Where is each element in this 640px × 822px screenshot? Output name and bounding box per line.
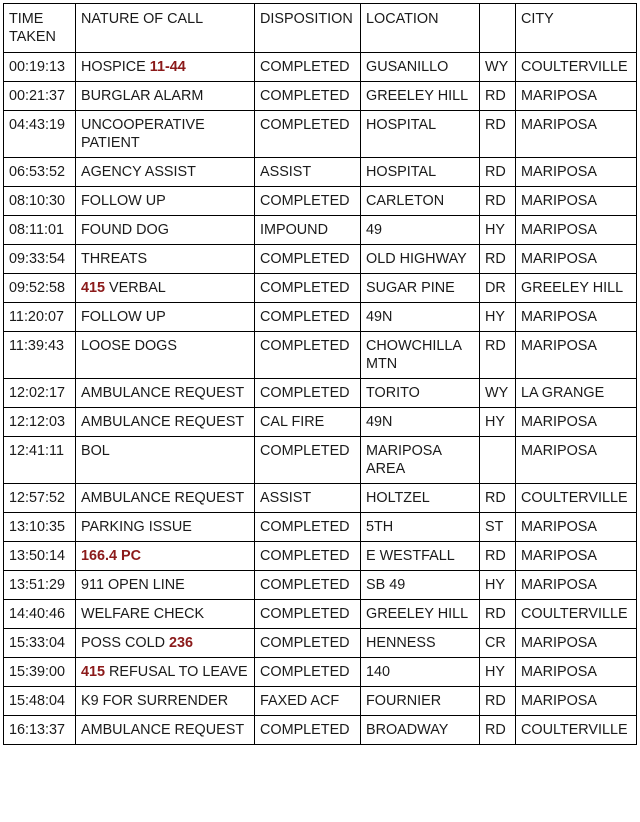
table-row — [4, 408, 637, 437]
location-cell: OLD HIGHWAY — [361, 245, 480, 274]
disposition-cell: CAL FIRE — [255, 408, 361, 437]
street-type-cell: RD — [480, 158, 516, 187]
street-type-cell: HY — [480, 216, 516, 245]
nature-text: LOOSE DOGS — [81, 338, 177, 354]
nature-cell — [76, 82, 255, 111]
penal-code: 166.4 PC — [81, 548, 142, 564]
city-cell: MARIPOSA — [516, 408, 637, 437]
time-cell: 12:41:11 — [4, 437, 76, 484]
street-type-cell: RD — [480, 332, 516, 379]
time-cell: 06:53:52 — [4, 158, 76, 187]
city-cell: GREELEY HILL — [516, 274, 637, 303]
city-cell: MARIPOSA — [516, 687, 637, 716]
time-cell: 13:51:29 — [4, 571, 76, 600]
location-cell: MARIPOSA AREA — [361, 437, 480, 484]
nature-cell — [76, 542, 255, 571]
time-cell: 11:39:43 — [4, 332, 76, 379]
disposition-cell: COMPLETED — [255, 513, 361, 542]
time-cell: 08:10:30 — [4, 187, 76, 216]
table-row — [4, 158, 637, 187]
street-type-cell: RD — [480, 484, 516, 513]
nature-text: UNCOOPERATIVE PATIENT — [81, 117, 205, 151]
nature-cell — [76, 332, 255, 379]
street-type-cell: RD — [480, 716, 516, 745]
nature-text: AMBULANCE REQUEST — [81, 722, 245, 738]
table-row — [4, 274, 637, 303]
nature-cell — [76, 484, 255, 513]
city-cell: COULTERVILLE — [516, 484, 637, 513]
street-type-cell: WY — [480, 379, 516, 408]
city-cell: MARIPOSA — [516, 82, 637, 111]
street-type-cell: RD — [480, 542, 516, 571]
disposition-cell: COMPLETED — [255, 629, 361, 658]
nature-cell — [76, 216, 255, 245]
disposition-cell: COMPLETED — [255, 332, 361, 379]
nature-cell — [76, 111, 255, 158]
disposition-cell: COMPLETED — [255, 437, 361, 484]
city-cell: MARIPOSA — [516, 111, 637, 158]
time-cell: 13:50:14 — [4, 542, 76, 571]
nature-cell — [76, 513, 255, 542]
header-time-taken: TIME TAKEN — [4, 4, 76, 53]
street-type-cell: RD — [480, 187, 516, 216]
disposition-cell: COMPLETED — [255, 379, 361, 408]
street-type-cell: CR — [480, 629, 516, 658]
time-cell: 09:33:54 — [4, 245, 76, 274]
table-row — [4, 82, 637, 111]
nature-text-suffix: REFUSAL TO LEAVE — [105, 664, 248, 680]
nature-cell — [76, 158, 255, 187]
nature-cell — [76, 600, 255, 629]
time-cell: 12:12:03 — [4, 408, 76, 437]
nature-text: AMBULANCE REQUEST — [81, 490, 245, 506]
disposition-cell: COMPLETED — [255, 82, 361, 111]
street-type-cell: RD — [480, 600, 516, 629]
street-type-cell: RD — [480, 111, 516, 158]
nature-text: AMBULANCE REQUEST — [81, 414, 245, 430]
location-cell: 49 — [361, 216, 480, 245]
nature-cell — [76, 658, 255, 687]
city-cell: MARIPOSA — [516, 513, 637, 542]
time-cell: 13:10:35 — [4, 513, 76, 542]
street-type-cell: HY — [480, 408, 516, 437]
location-cell: FOURNIER — [361, 687, 480, 716]
location-cell: 140 — [361, 658, 480, 687]
time-cell: 00:19:13 — [4, 53, 76, 82]
nature-text: WELFARE CHECK — [81, 606, 205, 622]
location-cell: HOLTZEL — [361, 484, 480, 513]
city-cell: MARIPOSA — [516, 332, 637, 379]
time-cell: 16:13:37 — [4, 716, 76, 745]
call-log-body — [4, 53, 637, 745]
call-log-table — [3, 3, 637, 745]
disposition-cell: COMPLETED — [255, 658, 361, 687]
city-cell: COULTERVILLE — [516, 716, 637, 745]
table-row — [4, 629, 637, 658]
location-cell: HOSPITAL — [361, 111, 480, 158]
street-type-cell — [480, 437, 516, 484]
location-cell: E WESTFALL — [361, 542, 480, 571]
street-type-cell: RD — [480, 82, 516, 111]
table-row — [4, 571, 637, 600]
nature-text: FOUND DOG — [81, 222, 169, 238]
table-row — [4, 111, 637, 158]
time-cell: 09:52:58 — [4, 274, 76, 303]
city-cell: COULTERVILLE — [516, 53, 637, 82]
disposition-cell: COMPLETED — [255, 53, 361, 82]
table-row — [4, 53, 637, 82]
disposition-cell: COMPLETED — [255, 716, 361, 745]
nature-text: POSS COLD — [81, 635, 169, 651]
city-cell: MARIPOSA — [516, 303, 637, 332]
table-row — [4, 216, 637, 245]
penal-code: 11-44 — [149, 59, 186, 75]
location-cell: BROADWAY — [361, 716, 480, 745]
disposition-cell: COMPLETED — [255, 303, 361, 332]
nature-cell — [76, 629, 255, 658]
time-cell: 15:39:00 — [4, 658, 76, 687]
table-row — [4, 687, 637, 716]
location-cell: CARLETON — [361, 187, 480, 216]
street-type-cell: WY — [480, 53, 516, 82]
time-cell: 14:40:46 — [4, 600, 76, 629]
nature-cell — [76, 379, 255, 408]
time-cell: 11:20:07 — [4, 303, 76, 332]
time-cell: 04:43:19 — [4, 111, 76, 158]
disposition-cell: COMPLETED — [255, 111, 361, 158]
city-cell: MARIPOSA — [516, 187, 637, 216]
nature-text: FOLLOW UP — [81, 193, 166, 209]
table-row — [4, 716, 637, 745]
disposition-cell: ASSIST — [255, 158, 361, 187]
table-row — [4, 600, 637, 629]
street-type-cell: HY — [480, 571, 516, 600]
nature-text: FOLLOW UP — [81, 309, 166, 325]
penal-code: 236 — [168, 635, 193, 651]
location-cell: CHOWCHILLA MTN — [361, 332, 480, 379]
table-row — [4, 379, 637, 408]
nature-text-suffix: VERBAL — [105, 280, 166, 296]
location-cell: GREELEY HILL — [361, 600, 480, 629]
disposition-cell: COMPLETED — [255, 245, 361, 274]
nature-cell — [76, 53, 255, 82]
nature-text: K9 FOR SURRENDER — [81, 693, 229, 709]
table-row — [4, 245, 637, 274]
time-cell: 00:21:37 — [4, 82, 76, 111]
location-cell: SUGAR PINE — [361, 274, 480, 303]
street-type-cell: DR — [480, 274, 516, 303]
city-cell: MARIPOSA — [516, 571, 637, 600]
header-location: LOCATION — [361, 4, 480, 53]
city-cell: MARIPOSA — [516, 629, 637, 658]
nature-cell — [76, 303, 255, 332]
nature-cell — [76, 437, 255, 484]
nature-cell — [76, 716, 255, 745]
disposition-cell: COMPLETED — [255, 274, 361, 303]
time-cell: 15:33:04 — [4, 629, 76, 658]
table-row — [4, 437, 637, 484]
table-row — [4, 332, 637, 379]
street-type-cell: RD — [480, 245, 516, 274]
nature-text: AGENCY ASSIST — [81, 164, 196, 180]
header-city: CITY — [516, 4, 637, 53]
disposition-cell: COMPLETED — [255, 571, 361, 600]
city-cell: MARIPOSA — [516, 158, 637, 187]
nature-text: THREATS — [81, 251, 148, 267]
nature-text: PARKING ISSUE — [81, 519, 192, 535]
disposition-cell: FAXED ACF — [255, 687, 361, 716]
nature-cell — [76, 187, 255, 216]
table-row — [4, 484, 637, 513]
disposition-cell: ASSIST — [255, 484, 361, 513]
nature-text: AMBULANCE REQUEST — [81, 385, 245, 401]
city-cell: MARIPOSA — [516, 216, 637, 245]
street-type-cell: HY — [480, 303, 516, 332]
header-disposition: DISPOSITION — [255, 4, 361, 53]
table-row — [4, 542, 637, 571]
time-cell: 15:48:04 — [4, 687, 76, 716]
location-cell: TORITO — [361, 379, 480, 408]
location-cell: HENNESS — [361, 629, 480, 658]
header-row — [4, 4, 637, 53]
nature-cell — [76, 408, 255, 437]
city-cell: MARIPOSA — [516, 542, 637, 571]
location-cell: 49N — [361, 408, 480, 437]
location-cell: SB 49 — [361, 571, 480, 600]
nature-cell — [76, 687, 255, 716]
table-row — [4, 658, 637, 687]
time-cell: 12:02:17 — [4, 379, 76, 408]
table-row — [4, 303, 637, 332]
disposition-cell: IMPOUND — [255, 216, 361, 245]
disposition-cell: COMPLETED — [255, 600, 361, 629]
nature-text: BURGLAR ALARM — [81, 88, 204, 104]
city-cell: MARIPOSA — [516, 437, 637, 484]
location-cell: GREELEY HILL — [361, 82, 480, 111]
city-cell: COULTERVILLE — [516, 600, 637, 629]
header-street-type — [480, 4, 516, 53]
location-cell: GUSANILLO — [361, 53, 480, 82]
table-row — [4, 513, 637, 542]
street-type-cell: ST — [480, 513, 516, 542]
time-cell: 12:57:52 — [4, 484, 76, 513]
street-type-cell: RD — [480, 687, 516, 716]
nature-cell — [76, 245, 255, 274]
time-cell: 08:11:01 — [4, 216, 76, 245]
location-cell: 49N — [361, 303, 480, 332]
disposition-cell: COMPLETED — [255, 542, 361, 571]
city-cell: MARIPOSA — [516, 245, 637, 274]
nature-text: 911 OPEN LINE — [81, 577, 185, 593]
location-cell: HOSPITAL — [361, 158, 480, 187]
header-nature-of-call: NATURE OF CALL — [76, 4, 255, 53]
penal-code: 415 — [81, 664, 106, 680]
penal-code: 415 — [81, 280, 106, 296]
table-row — [4, 187, 637, 216]
street-type-cell: HY — [480, 658, 516, 687]
nature-text: HOSPICE — [81, 59, 150, 75]
nature-text: BOL — [81, 443, 110, 459]
location-cell: 5TH — [361, 513, 480, 542]
disposition-cell: COMPLETED — [255, 187, 361, 216]
nature-cell — [76, 274, 255, 303]
city-cell: MARIPOSA — [516, 658, 637, 687]
city-cell: LA GRANGE — [516, 379, 637, 408]
nature-cell — [76, 571, 255, 600]
